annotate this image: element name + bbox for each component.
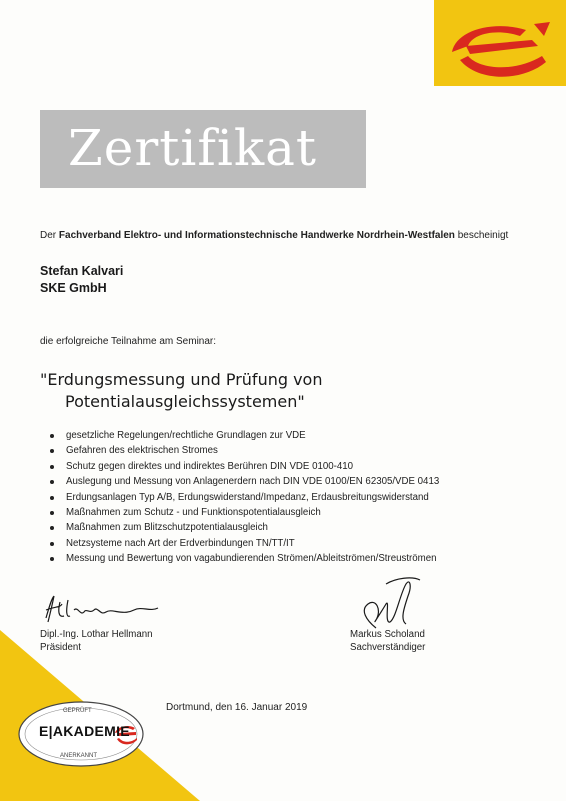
list-item: Auslegung und Messung von Anlagenerdern nach DIN VDE 0100/EN 62305/VDE 0413 [50,474,439,489]
signature-hellmann [42,594,162,626]
signatory-name: Dipl.-Ing. Lothar Hellmann [40,629,153,640]
e-akademie-badge [15,698,147,770]
signatory-role: Sachverständiger [350,642,426,653]
signature-scholand [346,574,426,632]
seminar-title-line1: "Erdungsmessung und Prüfung von [40,370,323,389]
issuer-statement [40,230,540,241]
list-item: gesetzliche Regelungen/rechtliche Grundlagen zur VDE [50,428,439,443]
list-item: Schutz gegen direktes und indirektes Berühren DIN VDE 0100-410 [50,459,439,474]
list-item: Netzsysteme nach Art der Erdverbindungen TN/TT/IT [50,536,439,551]
badge-bottom-text: ANERKANNT [60,753,98,759]
signatory-role: Präsident [40,642,81,653]
list-item: Maßnahmen zum Schutz - und Funktionspotentialausgleich [50,505,439,520]
badge-top-text: GEPRÜFT [63,708,92,714]
brand-logo [434,0,566,86]
recipient-name: Stefan Kalvari [40,264,124,278]
seminar-title-line2: Potentialausgleichssystemen" [65,392,305,411]
signatory-name: Markus Scholand [350,629,425,640]
list-item: Maßnahmen zum Blitzschutzpotentialausgleich [50,520,439,535]
topic-list [50,428,439,567]
list-item: Erdungsanlagen Typ A/B, Erdungswiderstand/Impedanz, Erdausbreitungswiderstand [50,490,439,505]
issuer-name: Fachverband Elektro- und Informationstechnische Handwerke Nordrhein-Westfalen [58,230,455,241]
place-date: Dortmund, den 16. Januar 2019 [166,702,308,713]
list-item: Gefahren des elektrischen Stromes [50,443,439,458]
recipient-company: SKE GmbH [40,281,107,295]
issuer-prefix: Der [40,230,59,241]
certificate-title: Zertifikat [68,119,318,177]
issuer-suffix: bescheinigt [454,230,509,241]
list-item: Messung und Bewertung von vagabundierenden Strömen/Ableitströmen/Streuströmen [50,551,439,566]
badge-main-text: E|AKADEMIE [39,723,130,739]
e-logo-icon [434,0,566,86]
participation-text: die erfolgreiche Teilnahme am Seminar: [40,336,217,347]
